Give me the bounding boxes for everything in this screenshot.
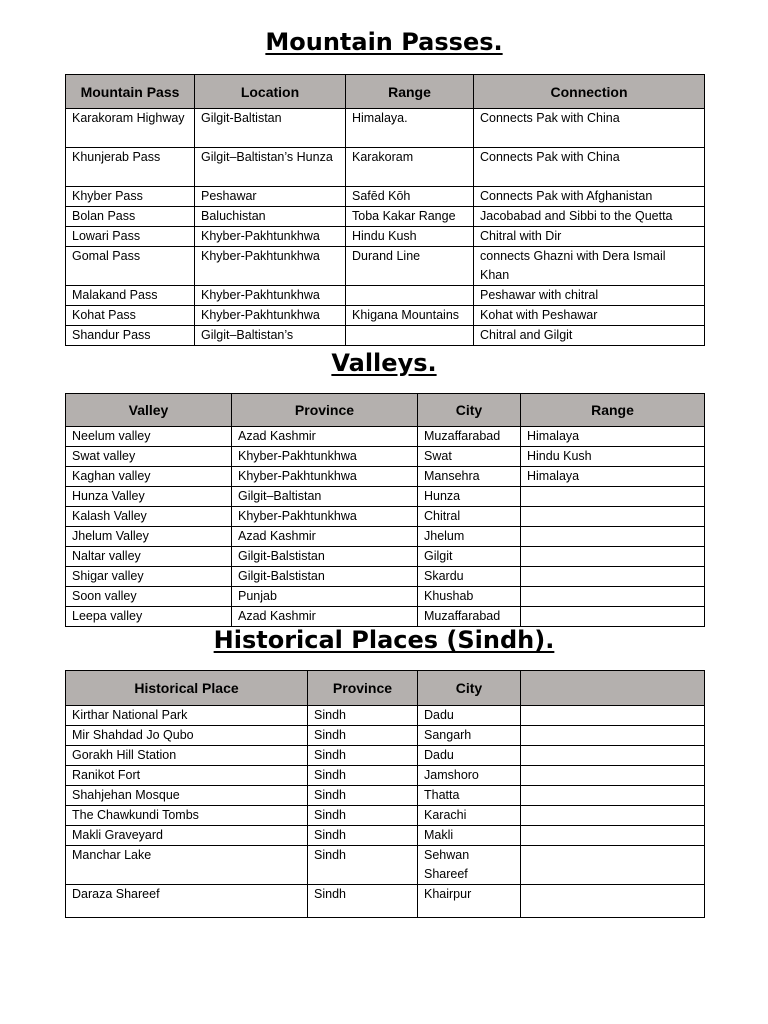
table-cell: Sindh [308,786,418,806]
table-row [66,607,705,627]
table-cell: Dadu [418,706,521,726]
table-cell [521,726,705,746]
table-cell: Gilgit-Balstistan [232,547,418,567]
table-cell: Sindh [308,846,418,885]
table-cell: Naltar valley [66,547,232,567]
table-row [66,148,705,187]
table-cell: Sindh [308,885,418,918]
table-cell: Connects Pak with China [474,148,705,187]
table-cell: Connects Pak with Afghanistan [474,187,705,207]
table-cell [521,706,705,726]
table-cell: Azad Kashmir [232,607,418,627]
table-cell: Himalaya [521,427,705,447]
table-cell: Jhelum Valley [66,527,232,547]
table-row [66,109,705,148]
table-row [66,467,705,487]
table-cell: Khyber-Pakhtunkhwa [195,306,346,326]
table-cell: Gilgit–Baltistan’s [195,326,346,346]
column-header: Valley [66,394,232,427]
table-cell: Durand Line [346,247,474,286]
table-cell: Kohat Pass [66,306,195,326]
table-cell: Chitral and Gilgit [474,326,705,346]
table-row [66,806,705,826]
table-row [66,306,705,326]
header-row [66,394,705,427]
table-cell: Mansehra [418,467,521,487]
table-cell: The Chawkundi Tombs [66,806,308,826]
table-cell: Karakoram [346,148,474,187]
valleys-title: Valleys. [331,349,437,377]
table-cell: Hunza Valley [66,487,232,507]
header-row [66,75,705,109]
table-cell: Lowari Pass [66,227,195,247]
mountain-passes-table [65,74,705,346]
table-cell: Khigana Mountains [346,306,474,326]
table-row [66,427,705,447]
table-cell: Gomal Pass [66,247,195,286]
table-cell [521,846,705,885]
table-cell: Khushab [418,587,521,607]
table-cell: Khyber-Pakhtunkhwa [195,247,346,286]
table-cell [521,885,705,918]
table-row [66,826,705,846]
table-cell [346,326,474,346]
table-row [66,587,705,607]
table-row [66,547,705,567]
table-cell: Azad Kashmir [232,427,418,447]
header-row [66,671,705,706]
table-cell: Shandur Pass [66,326,195,346]
table-cell [521,527,705,547]
table-cell: Gilgit–Baltistan’s Hunza [195,148,346,187]
table-cell: Khyber Pass [66,187,195,207]
table-cell: Azad Kashmir [232,527,418,547]
table-cell: Kirthar National Park [66,706,308,726]
table-cell [521,607,705,627]
table-row [66,567,705,587]
table-cell: Bolan Pass [66,207,195,227]
table-cell: Sindh [308,806,418,826]
table-row [66,726,705,746]
table-cell: Khyber-Pakhtunkhwa [195,227,346,247]
table-cell: Khyber-Pakhtunkhwa [232,447,418,467]
table-cell: Soon valley [66,587,232,607]
column-header: Range [521,394,705,427]
table-cell: Neelum valley [66,427,232,447]
table-cell: Hunza [418,487,521,507]
table-cell: Karakoram Highway [66,109,195,148]
table-cell: Swat valley [66,447,232,467]
table-cell: Malakand Pass [66,286,195,306]
table-row [66,507,705,527]
table-cell [521,487,705,507]
table-cell: Makli Graveyard [66,826,308,846]
table-cell: Sindh [308,726,418,746]
table-cell: Khyber-Pakhtunkhwa [195,286,346,306]
table-cell [521,826,705,846]
table-cell: Jacobabad and Sibbi to the Quetta [474,207,705,227]
table-row [66,286,705,306]
table-cell: Gilgit-Baltistan [195,109,346,148]
table-cell: Daraza Shareef [66,885,308,918]
table-cell: Sindh [308,746,418,766]
table-row [66,187,705,207]
table-row [66,846,705,885]
table-cell: Himalaya [521,467,705,487]
table-cell: Khyber-Pakhtunkhwa [232,467,418,487]
table-row [66,706,705,726]
column-header: City [418,394,521,427]
table-cell: Muzaffarabad [418,427,521,447]
table-cell: Kalash Valley [66,507,232,527]
table-cell [521,806,705,826]
table-cell: Toba Kakar Range [346,207,474,227]
table-cell: Peshawar [195,187,346,207]
table-cell: Hindu Kush [346,227,474,247]
table-cell: Sindh [308,706,418,726]
table-cell [521,547,705,567]
table-cell: Chitral [418,507,521,527]
table-cell: connects Ghazni with Dera Ismail Khan [474,247,705,286]
table-row [66,326,705,346]
table-cell: Sehwan Shareef [418,846,521,885]
column-header: City [418,671,521,706]
column-header: Province [308,671,418,706]
table-cell [521,507,705,527]
table-cell: Gilgit-Balstistan [232,567,418,587]
table-cell [521,746,705,766]
column-header: Historical Place [66,671,308,706]
historical-places-table [65,670,705,918]
table-row [66,207,705,227]
table-cell: Khairpur [418,885,521,918]
table-cell [346,286,474,306]
table-cell: Sindh [308,826,418,846]
table-cell: Gilgit [418,547,521,567]
column-header: Province [232,394,418,427]
table-cell: Sindh [308,766,418,786]
mountain-passes-title: Mountain Passes. [265,28,503,56]
table-cell: Kohat with Peshawar [474,306,705,326]
valleys-table [65,393,705,627]
table-cell: Sangarh [418,726,521,746]
table-cell: Safēd Kōh [346,187,474,207]
table-cell [521,587,705,607]
table-cell [521,786,705,806]
table-cell: Jamshoro [418,766,521,786]
table-cell: Khyber-Pakhtunkhwa [232,507,418,527]
historical-places-title: Historical Places (Sindh). [213,626,555,654]
table-cell: Chitral with Dir [474,227,705,247]
table-cell [521,567,705,587]
table-cell [521,766,705,786]
table-cell: Gilgit–Baltistan [232,487,418,507]
table-cell: Leepa valley [66,607,232,627]
table-row [66,766,705,786]
table-cell: Gorakh Hill Station [66,746,308,766]
table-cell: Dadu [418,746,521,766]
table-cell: Peshawar with chitral [474,286,705,306]
table-cell: Swat [418,447,521,467]
table-cell: Baluchistan [195,207,346,227]
table-row [66,247,705,286]
table-row [66,487,705,507]
column-header [521,671,705,706]
table-cell: Shigar valley [66,567,232,587]
table-cell: Manchar Lake [66,846,308,885]
table-cell: Jhelum [418,527,521,547]
table-cell: Hindu Kush [521,447,705,467]
column-header: Location [195,75,346,109]
column-header: Connection [474,75,705,109]
table-row [66,447,705,467]
table-cell: Punjab [232,587,418,607]
table-cell: Himalaya. [346,109,474,148]
column-header: Range [346,75,474,109]
table-row [66,746,705,766]
table-cell: Skardu [418,567,521,587]
table-row [66,885,705,918]
table-cell: Muzaffarabad [418,607,521,627]
table-cell: Makli [418,826,521,846]
table-cell: Mir Shahdad Jo Qubo [66,726,308,746]
table-row [66,786,705,806]
table-cell: Karachi [418,806,521,826]
table-cell: Kaghan valley [66,467,232,487]
column-header: Mountain Pass [66,75,195,109]
table-cell: Connects Pak with China [474,109,705,148]
table-cell: Shahjehan Mosque [66,786,308,806]
table-cell: Thatta [418,786,521,806]
table-cell: Khunjerab Pass [66,148,195,187]
table-row [66,227,705,247]
table-cell: Ranikot Fort [66,766,308,786]
table-row [66,527,705,547]
